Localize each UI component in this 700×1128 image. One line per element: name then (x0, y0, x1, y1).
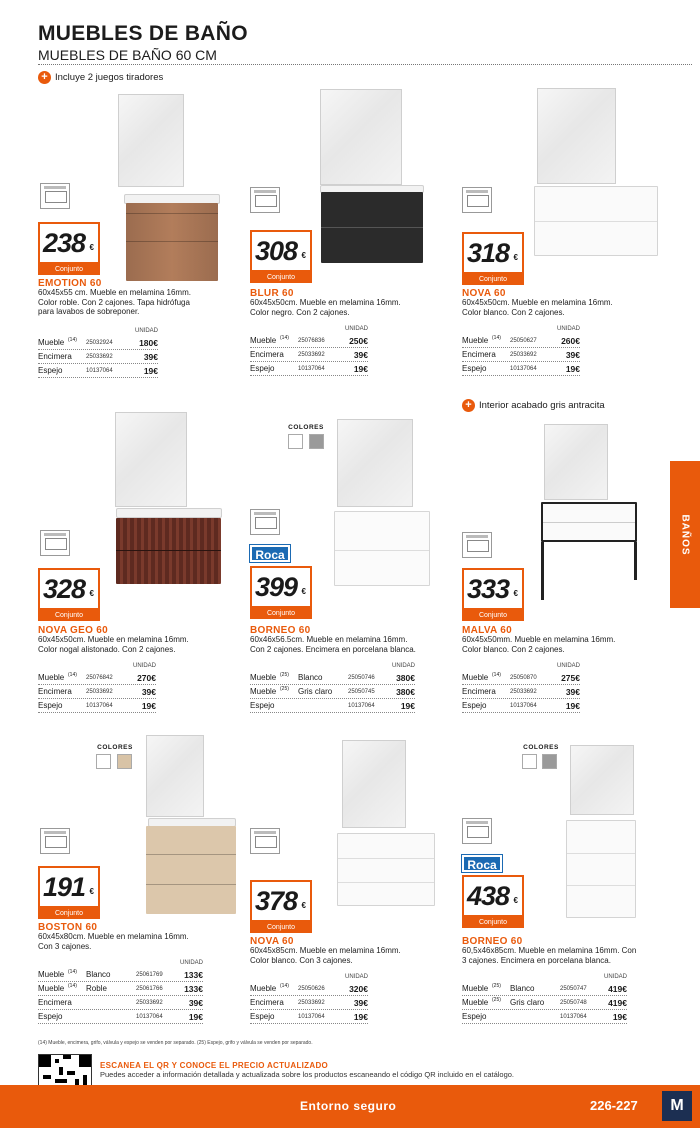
conjunto-label: Conjunto (250, 608, 312, 619)
row-code: 10137064 (86, 702, 113, 709)
description-line: 60x45x50cm. Mueble en melamina 16mm. (462, 298, 613, 307)
price-value: 328 (42, 573, 86, 604)
table-row[interactable] (38, 699, 156, 713)
product-description (462, 635, 615, 654)
row-label: Espejo (38, 1012, 63, 1021)
price-box[interactable] (38, 222, 100, 264)
cabinet-image (334, 511, 430, 586)
description-line: 3 cajones. Encimera en porcelana blanca. (462, 955, 611, 965)
row-footnote-ref: (14) (492, 335, 501, 341)
row-label: Encimera (250, 998, 284, 1007)
price-value: 238 (42, 227, 86, 258)
row-price: 39€ (143, 351, 158, 362)
color-swatch-white[interactable] (96, 754, 111, 769)
cabinet-dimensions-icon (462, 818, 492, 844)
currency-symbol: € (301, 901, 306, 910)
description-line: Con 2 cajones. Encimera en porcelana blanca. (250, 644, 416, 654)
row-variant: Roble (86, 984, 107, 993)
table-row[interactable] (250, 996, 368, 1010)
conjunto-label: Conjunto (250, 272, 312, 283)
table-row[interactable] (462, 996, 627, 1010)
row-price: 19€ (612, 1011, 627, 1022)
price-box[interactable] (250, 566, 312, 608)
row-footnote-ref: (25) (280, 686, 289, 692)
footnote: (14) Mueble, encimera, grifo, válvula y espejo se venden por separado. (25) Espejo, grifo y válvula se venden por separado. (38, 1040, 313, 1046)
currency-symbol: € (513, 896, 518, 905)
section-tab[interactable] (670, 461, 700, 608)
row-price: 380€ (396, 686, 415, 697)
description-line: Color blanco. Con 2 cajones. (462, 307, 565, 317)
plus-icon: + (462, 399, 475, 412)
row-code: 25033692 (86, 353, 113, 360)
row-code: 10137064 (298, 1013, 325, 1020)
row-footnote-ref: (25) (492, 983, 501, 989)
row-code: 25033692 (510, 351, 537, 358)
unit-header: UNIDAD (344, 326, 368, 332)
row-code: 25033692 (298, 999, 325, 1006)
price-value: 191 (42, 871, 86, 902)
product-description (250, 946, 401, 965)
row-label: Mueble (462, 336, 489, 345)
unit-header: UNIDAD (179, 960, 203, 966)
row-price: 19€ (565, 363, 580, 374)
row-code: 25033692 (510, 688, 537, 695)
table-row[interactable] (462, 348, 580, 362)
mirror-image (146, 735, 204, 817)
row-code: 25050747 (560, 985, 587, 992)
row-label: Espejo (462, 701, 487, 710)
cabinet-dimensions-icon (250, 509, 280, 535)
table-row[interactable] (462, 982, 627, 996)
row-code: 10137064 (510, 365, 537, 372)
row-label: Espejo (250, 1012, 275, 1021)
currency-symbol: € (513, 589, 518, 598)
price-box[interactable] (462, 875, 524, 917)
row-price: 39€ (565, 686, 580, 697)
conjunto-label: Conjunto (250, 922, 312, 933)
row-price: 39€ (353, 997, 368, 1008)
mirror-image (115, 412, 187, 507)
description-line: 60x45x55 cm. Mueble en melamina 16mm. (38, 288, 191, 297)
row-label: Espejo (462, 364, 487, 373)
currency-symbol: € (89, 887, 94, 896)
product-description (38, 635, 189, 654)
row-label: Encimera (38, 998, 72, 1007)
product-description (462, 946, 636, 965)
row-footnote-ref: (14) (68, 337, 77, 343)
description-line: Color nogal alistonado. Con 2 cajones. (38, 644, 176, 654)
table-row[interactable] (250, 671, 415, 685)
row-price: 275€ (561, 672, 580, 683)
row-label: Espejo (38, 366, 63, 375)
description-line: Color negro. Con 2 cajones. (250, 307, 350, 317)
unit-header: UNIDAD (556, 326, 580, 332)
price-value: 378 (254, 885, 298, 916)
row-variant: Gris claro (510, 998, 545, 1007)
description-line: 60x46x56.5cm. Mueble en melamina 16mm. (250, 635, 408, 644)
cabinet-dimensions-icon (462, 532, 492, 558)
description-line: Color roble. Con 2 cajones. Tapa hidrófuga (38, 297, 190, 307)
plus-icon: + (38, 71, 51, 84)
currency-symbol: € (301, 587, 306, 596)
price-box[interactable] (38, 866, 100, 908)
table-row[interactable] (38, 671, 156, 685)
unit-header: UNIDAD (603, 974, 627, 980)
row-price: 39€ (353, 349, 368, 360)
row-label: Encimera (250, 350, 284, 359)
table-row[interactable] (250, 699, 415, 713)
mirror-image (118, 94, 184, 187)
row-price: 19€ (565, 700, 580, 711)
roca-logo: Roca (462, 855, 502, 872)
mirror-image (342, 740, 406, 828)
description-line: 60,5x46x85cm. Mueble en melamina 16mm. Con (462, 946, 637, 955)
product-name[interactable]: BORNEO 60 (250, 625, 311, 636)
feature-note-text: Interior acabado gris antracita (479, 400, 605, 411)
product-name[interactable]: EMOTION 60 (38, 278, 102, 289)
row-price: 320€ (349, 983, 368, 994)
cabinet-leg (541, 542, 544, 600)
row-label: Mueble (38, 984, 65, 993)
product-description (462, 298, 613, 317)
row-code: 25032924 (86, 339, 113, 346)
currency-symbol: € (89, 243, 94, 252)
colors-label: COLORES (288, 424, 324, 431)
conjunto-label: Conjunto (462, 274, 524, 285)
table-row[interactable] (38, 968, 203, 982)
cabinet-dimensions-icon (250, 828, 280, 854)
row-code: 10137064 (86, 367, 113, 374)
price-box[interactable] (38, 568, 100, 610)
cabinet-dimensions-icon (40, 183, 70, 209)
row-label: Encimera (38, 687, 72, 696)
row-footnote-ref: (25) (280, 672, 289, 678)
row-label: Mueble (462, 998, 489, 1007)
product-description (250, 635, 416, 654)
color-swatch-gray[interactable] (542, 754, 557, 769)
description-line: 60x45x50cm. Mueble en melamina 16mm. (38, 635, 189, 644)
description-line: para lavabos de sobreponer. (38, 307, 140, 316)
description-line: 60x45x80cm. Mueble en melamina 16mm. (38, 932, 189, 941)
table-row[interactable] (250, 982, 368, 996)
table-row[interactable] (250, 685, 415, 699)
product-name[interactable]: NOVA 60 (250, 936, 294, 947)
cabinet-image (337, 833, 435, 906)
section-tab-label: BAÑOS (679, 513, 691, 556)
footer-label: Entorno seguro (300, 1099, 397, 1113)
conjunto-label: Conjunto (38, 908, 100, 919)
product-name[interactable]: BORNEO 60 (462, 936, 523, 947)
row-code: 10137064 (560, 1013, 587, 1020)
table-row[interactable] (462, 334, 580, 348)
row-price: 19€ (400, 700, 415, 711)
roca-logo: Roca (250, 545, 290, 562)
unit-header: UNIDAD (391, 663, 415, 669)
divider (38, 64, 692, 65)
row-label: Mueble (462, 984, 489, 993)
row-label: Encimera (38, 352, 72, 361)
row-footnote-ref: (14) (492, 672, 501, 678)
currency-symbol: € (301, 251, 306, 260)
qr-title: ESCANEA EL QR Y CONOCE EL PRECIO ACTUALIZADO (100, 1061, 329, 1070)
row-label: Mueble (250, 336, 277, 345)
description-line: Color blanco. Con 2 cajones. (462, 644, 565, 654)
row-code: 25061766 (136, 985, 163, 992)
row-label: Espejo (38, 701, 63, 710)
table-row[interactable] (250, 348, 368, 362)
row-code: 25061769 (136, 971, 163, 978)
table-row[interactable] (38, 364, 158, 378)
product-name[interactable]: NOVA GEO 60 (38, 625, 108, 636)
table-row[interactable] (462, 685, 580, 699)
row-variant: Blanco (510, 984, 535, 993)
brand-logo[interactable]: M (662, 1091, 692, 1121)
product-name[interactable]: BLUR 60 (250, 288, 294, 299)
row-price: 419€ (608, 983, 627, 994)
qr-description: Puedes acceder a información detallada y actualizada sobre los productos escaneando el código QR incluido en el catálogo. (100, 1070, 515, 1079)
mirror-image (320, 89, 402, 185)
row-variant: Blanco (298, 673, 323, 682)
table-row[interactable] (462, 671, 580, 685)
row-code: 10137064 (136, 1013, 163, 1020)
row-footnote-ref: (14) (280, 983, 289, 989)
description-line: 60x45x85cm. Mueble en melamina 16mm. (250, 946, 401, 955)
cabinet-image (146, 826, 236, 914)
table-row[interactable] (38, 982, 203, 996)
row-footnote-ref: (14) (68, 983, 77, 989)
row-code: 10137064 (348, 702, 375, 709)
row-code: 25050626 (298, 985, 325, 992)
product-description (38, 932, 189, 951)
table-row[interactable] (462, 362, 580, 376)
row-price: 270€ (137, 672, 156, 683)
table-row[interactable] (462, 699, 580, 713)
product-name[interactable]: MALVA 60 (462, 625, 512, 636)
page-subtitle: MUEBLES DE BAÑO 60 CM (38, 47, 217, 63)
sink-image (116, 508, 222, 518)
row-code: 25050746 (348, 674, 375, 681)
color-swatch-white[interactable] (522, 754, 537, 769)
row-variant: Gris claro (298, 687, 333, 696)
unit-header: UNIDAD (556, 663, 580, 669)
mirror-image (337, 419, 413, 507)
row-label: Mueble (462, 673, 489, 682)
cabinet-image (321, 192, 423, 263)
color-swatch-gray[interactable] (309, 434, 324, 449)
color-swatch-oak[interactable] (117, 754, 132, 769)
cabinet-dimensions-icon (462, 187, 492, 213)
mirror-image (544, 424, 608, 500)
page-numbers: 226-227 (590, 1098, 638, 1113)
price-value: 438 (466, 880, 510, 911)
row-label: Mueble (250, 984, 277, 993)
row-price: 250€ (349, 335, 368, 346)
row-label: Mueble (38, 338, 65, 347)
table-row[interactable] (38, 350, 158, 364)
row-price: 419€ (608, 997, 627, 1008)
description-line: Color blanco. Con 3 cajones. (250, 955, 353, 965)
row-price: 19€ (141, 700, 156, 711)
row-code: 25076842 (86, 674, 113, 681)
product-name[interactable]: NOVA 60 (462, 288, 506, 299)
row-label: Espejo (462, 1012, 487, 1021)
conjunto-label: Conjunto (462, 610, 524, 621)
feature-note (38, 71, 163, 84)
row-variant: Blanco (86, 970, 111, 979)
price-value: 308 (254, 235, 298, 266)
colors-label: COLORES (523, 744, 559, 751)
row-code: 25050748 (560, 999, 587, 1006)
price-box[interactable] (250, 230, 312, 272)
row-code: 10137064 (298, 365, 325, 372)
price-box[interactable] (462, 232, 524, 274)
description-line: 60x45x50cm. Mueble en melamina 16mm. (250, 298, 401, 307)
description-line: 60x45x50mm. Mueble en melamina 16mm. (462, 635, 616, 644)
mirror-image (537, 88, 616, 184)
colors-label: COLORES (97, 744, 133, 751)
cabinet-image (534, 186, 658, 256)
row-label: Mueble (250, 687, 277, 696)
table-row[interactable] (250, 362, 368, 376)
cabinet-dimensions-icon (40, 828, 70, 854)
row-price: 380€ (396, 672, 415, 683)
price-value: 399 (254, 571, 298, 602)
cabinet-leg (634, 542, 637, 580)
row-label: Mueble (250, 673, 277, 682)
row-label: Espejo (250, 364, 275, 373)
conjunto-label: Conjunto (462, 917, 524, 928)
description-line: Con 3 cajones. (38, 941, 92, 951)
cabinet-image (116, 518, 221, 584)
row-code: 10137064 (510, 702, 537, 709)
cabinet-image (541, 502, 637, 542)
product-name[interactable]: BOSTON 60 (38, 922, 98, 933)
row-footnote-ref: (14) (280, 335, 289, 341)
unit-header: UNIDAD (134, 328, 158, 334)
table-row[interactable] (250, 1010, 368, 1024)
currency-symbol: € (89, 589, 94, 598)
table-row[interactable] (38, 996, 203, 1010)
row-label: Mueble (38, 970, 65, 979)
row-code: 25033692 (298, 351, 325, 358)
cabinet-dimensions-icon (250, 187, 280, 213)
price-value: 318 (466, 237, 510, 268)
table-row[interactable] (250, 334, 368, 348)
row-price: 19€ (143, 365, 158, 376)
row-price: 39€ (141, 686, 156, 697)
currency-symbol: € (513, 253, 518, 262)
row-price: 39€ (188, 997, 203, 1008)
row-price: 133€ (184, 983, 203, 994)
cabinet-dimensions-icon (40, 530, 70, 556)
page-title: MUEBLES DE BAÑO (38, 22, 248, 45)
product-description (38, 288, 191, 317)
row-label: Encimera (462, 687, 496, 696)
price-box[interactable] (250, 880, 312, 922)
product-description (250, 298, 401, 317)
row-price: 19€ (188, 1011, 203, 1022)
feature-note (462, 399, 605, 412)
row-code: 25076836 (298, 337, 325, 344)
row-code: 25033692 (86, 688, 113, 695)
row-label: Encimera (462, 350, 496, 359)
row-footnote-ref: (14) (68, 672, 77, 678)
footer-bar (0, 1085, 700, 1128)
row-label: Espejo (250, 701, 275, 710)
cabinet-image (126, 203, 218, 281)
table-row[interactable] (38, 685, 156, 699)
row-price: 133€ (184, 969, 203, 980)
row-price: 260€ (561, 335, 580, 346)
row-code: 25050870 (510, 674, 537, 681)
cabinet-image (566, 820, 636, 918)
row-price: 180€ (139, 337, 158, 348)
row-label: Mueble (38, 673, 65, 682)
price-box[interactable] (462, 568, 524, 610)
color-swatch-white[interactable] (288, 434, 303, 449)
row-footnote-ref: (25) (492, 997, 501, 1003)
row-footnote-ref: (14) (68, 969, 77, 975)
table-row[interactable] (38, 1010, 203, 1024)
mirror-image (570, 745, 634, 815)
feature-note-text: Incluye 2 juegos tiradores (55, 72, 164, 83)
row-code: 25050627 (510, 337, 537, 344)
conjunto-label: Conjunto (38, 264, 100, 275)
conjunto-label: Conjunto (38, 610, 100, 621)
row-code: 25050745 (348, 688, 375, 695)
table-row[interactable] (38, 336, 158, 350)
row-code: 25033692 (136, 999, 163, 1006)
row-price: 19€ (353, 1011, 368, 1022)
price-value: 333 (466, 573, 510, 604)
row-price: 19€ (353, 363, 368, 374)
table-row[interactable] (462, 1010, 627, 1024)
unit-header: UNIDAD (344, 974, 368, 980)
row-price: 39€ (565, 349, 580, 360)
unit-header: UNIDAD (132, 663, 156, 669)
